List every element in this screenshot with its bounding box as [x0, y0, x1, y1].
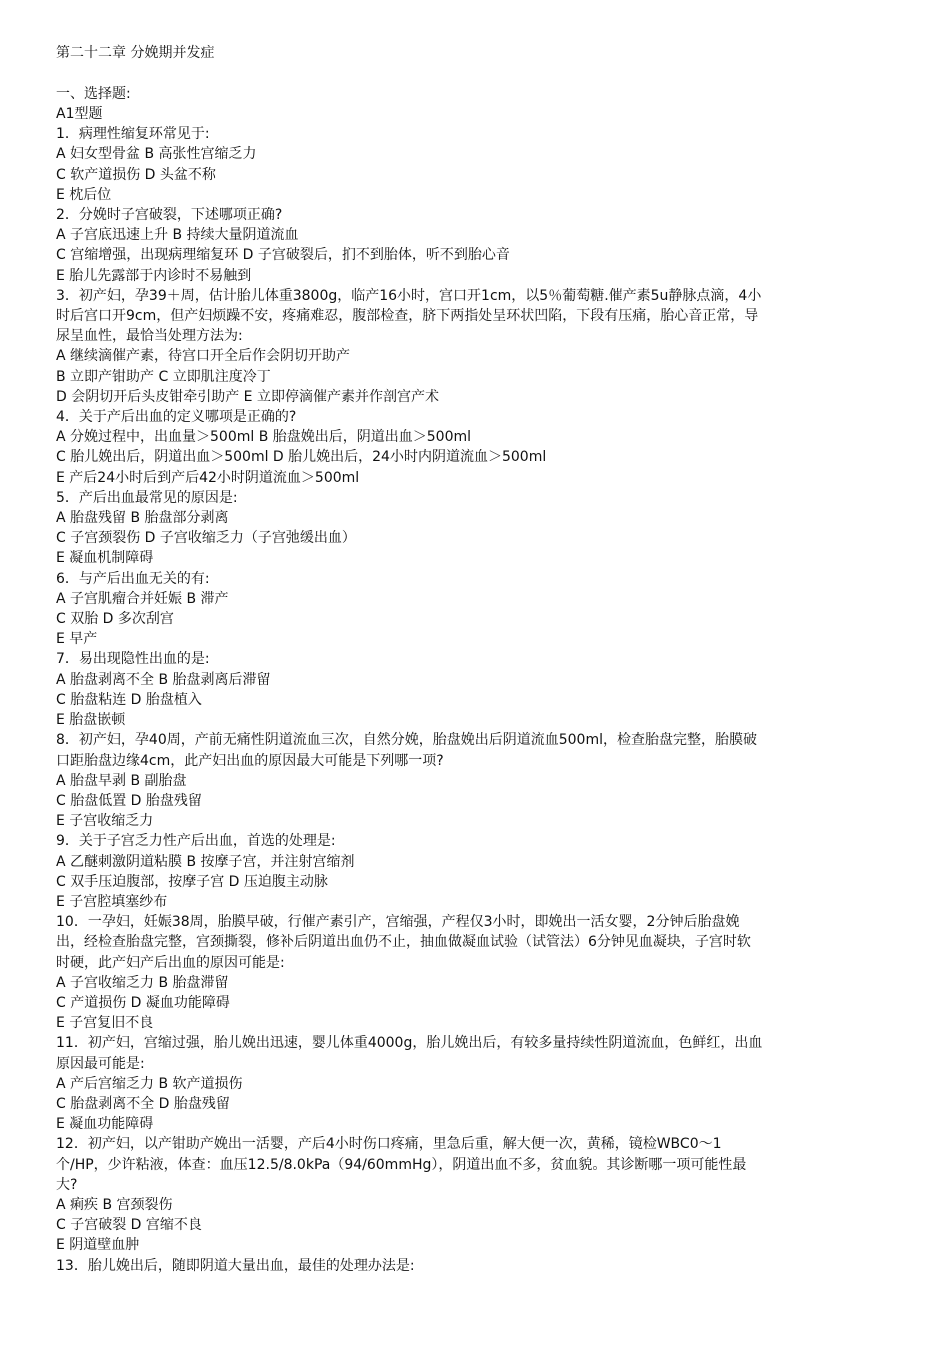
text-line: E 凝血机制障碍 [56, 550, 154, 567]
text-line: E 胎儿先露部于内诊时不易触到 [56, 267, 252, 284]
text-line: C 胎盘剥离不全 D 胎盘残留 [56, 1095, 230, 1112]
text-line: 时硬，此产妇产后出血的原因可能是: [56, 954, 285, 971]
text-line: E 子宫收缩乏力 [56, 813, 154, 830]
text-line: A 子宫底迅速上升 B 持续大量阴道流血 [56, 227, 299, 244]
text-line: 2．分娩时子宫破裂，下述哪项正确? [56, 207, 283, 224]
text-line: A 胎盘残留 B 胎盘部分剥离 [56, 510, 229, 527]
text-line: C 宫缩增强，出现病理缩复环 D 子宫破裂后，扪不到胎体，听不到胎心音 [56, 247, 510, 264]
text-line: E 早产 [56, 631, 98, 648]
text-line: A 子宫肌瘤合并妊娠 B 滞产 [56, 590, 229, 607]
text-line: B 立即产钳助产 C 立即肌注度冷丁 [56, 368, 271, 385]
text-line: 3．初产妇，孕39＋周，估计胎儿体重3800g，临产16小时，宫口开1cm，以5％葡萄糖.催产素5u静脉点滴，4小 [56, 287, 762, 304]
text-line: A 胎盘剥离不全 B 胎盘剥离后滞留 [56, 671, 271, 688]
text-line: 9．关于子宫乏力性产后出血，首选的处理是: [56, 833, 336, 850]
text-line: E 产后24小时后到产后42小时阴道流血＞500ml [56, 469, 360, 486]
text-line: A 分娩过程中，出血量＞500ml B 胎盘娩出后，阴道出血＞500ml [56, 429, 472, 446]
text-line: E 子宫复旧不良 [56, 1015, 154, 1032]
text-line: E 阴道壁血肿 [56, 1237, 140, 1254]
text-line: 10．一孕妇，妊娠38周，胎膜早破，行催产素引产，宫缩强，产程仅3小时，即娩出一活女婴，2分钟后胎盘娩 [56, 914, 740, 931]
text-line: C 子宫破裂 D 宫缩不良 [56, 1217, 202, 1234]
text-line: 时后宫口开9cm，但产妇烦躁不安，疼痛难忍，腹部检查，脐下两指处呈环状凹陷，下段有压痛，胎心音正常，导 [56, 308, 759, 325]
text-line: C 产道损伤 D 凝血功能障碍 [56, 994, 230, 1011]
text-line: A 妇女型骨盆 B 高张性宫缩乏力 [56, 146, 257, 163]
text-line: 13．胎儿娩出后，随即阴道大量出血，最佳的处理办法是: [56, 1257, 415, 1274]
text-line: C 胎盘粘连 D 胎盘植入 [56, 691, 202, 708]
text-line: 出，经检查胎盘完整，宫颈撕裂，修补后阴道出血仍不止，抽血做凝血试验（试管法）6分钟见血凝块，子宫时软 [56, 934, 751, 951]
text-line: C 软产道损伤 D 头盆不称 [56, 166, 216, 183]
text-line: 7．易出现隐性出血的是: [56, 651, 210, 668]
question-type: A1型题 [56, 106, 103, 122]
text-line: 原因最可能是: [56, 1055, 145, 1072]
text-line: 尿呈血性，最恰当处理方法为: [56, 328, 243, 345]
text-line: E 子宫腔填塞纱布 [56, 893, 168, 910]
text-line: 1．病理性缩复环常见于: [56, 126, 210, 143]
text-line: A 继续滴催产素，待宫口开全后作会阴切开助产 [56, 348, 351, 365]
text-line: C 双胎 D 多次刮宫 [56, 611, 174, 628]
text-line: C 子宫颈裂伤 D 子宫收缩乏力（子宫弛缓出血） [56, 530, 356, 547]
text-line: A 子宫收缩乏力 B 胎盘滞留 [56, 974, 229, 991]
text-line: 大? [56, 1176, 78, 1193]
text-line: 4．关于产后出血的定义哪项是正确的? [56, 409, 297, 426]
blank-spacer [56, 63, 906, 84]
text-line: 6．与产后出血无关的有: [56, 570, 210, 587]
text-line: E 凝血功能障碍 [56, 1116, 154, 1133]
text-line: D 会阴切开后头皮钳牵引助产 E 立即停滴催产素并作剖宫产术 [56, 388, 439, 405]
text-line: 11．初产妇，宫缩过强，胎儿娩出迅速，婴儿体重4000g，胎儿娩出后，有较多量持续性阴道流血，色鲜红，出血 [56, 1035, 763, 1052]
text-line: 口距胎盘边缘4cm，此产妇出血的原因最大可能是下列哪一项? [56, 752, 444, 769]
text-line: A 乙醚刺激阴道粘膜 B 按摩子宫，并注射宫缩剂 [56, 853, 355, 870]
section-title: 一、选择题: [56, 85, 131, 102]
question-list [56, 124, 906, 1276]
chapter-title: 第二十二章 分娩期并发症 [56, 45, 215, 61]
text-line: 8．初产妇，孕40周，产前无痛性阴道流血三次，自然分娩，胎盘娩出后阴道流血500ml，检查胎盘完整，胎膜破 [56, 732, 757, 749]
text-line: C 胎儿娩出后，阴道出血＞500ml D 胎儿娩出后，24小时内阴道流血＞500ml [56, 449, 547, 466]
document-page [56, 43, 906, 1276]
text-line: C 双手压迫腹部，按摩子宫 D 压迫腹主动脉 [56, 873, 328, 890]
text-line: 个/HP，少许粘液，体查：血压12.5/8.0kPa（94/60mmHg），阴道出血不多，贫血貌。其诊断哪一项可能性最 [56, 1156, 747, 1173]
text-line: A 痢疾 B 宫颈裂伤 [56, 1196, 173, 1213]
text-line: A 胎盘早剥 B 副胎盘 [56, 772, 187, 789]
text-line: 12．初产妇，以产钳助产娩出一活婴，产后4小时伤口疼痛，里急后重，解大便一次，黄稀，镜检WBC0～1 [56, 1136, 722, 1153]
text-line: C 胎盘低置 D 胎盘残留 [56, 792, 202, 809]
text-line: E 胎盘嵌顿 [56, 712, 126, 729]
text-line: A 产后宫缩乏力 B 软产道损伤 [56, 1075, 243, 1092]
text-line: 5．产后出血最常见的原因是: [56, 489, 238, 506]
text-line: E 枕后位 [56, 186, 112, 203]
